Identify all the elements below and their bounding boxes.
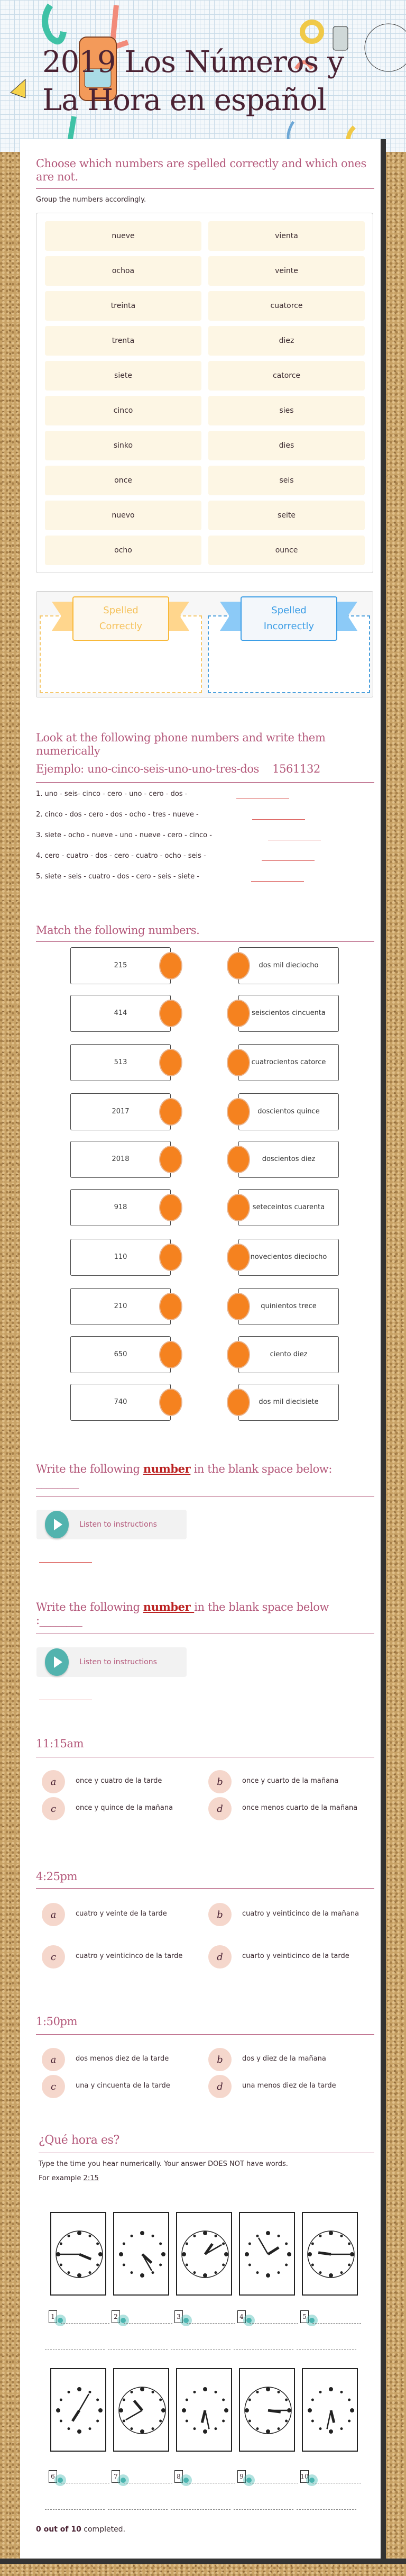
word-card[interactable]: seis	[208, 466, 365, 495]
clock-number-label: 5	[300, 2310, 309, 2323]
word-card[interactable]: sies	[208, 396, 365, 425]
match-connector-right[interactable]	[227, 952, 250, 979]
answer-line	[171, 2509, 230, 2510]
phone-answer-input[interactable]	[262, 860, 315, 861]
clock-number-label: 1	[49, 2310, 57, 2323]
match-connector-right[interactable]	[227, 1244, 250, 1271]
clock-face-image	[302, 2212, 358, 2296]
play-icon	[45, 1648, 69, 1676]
phone-answer-input[interactable]	[252, 819, 305, 820]
match-right-item: seteceintos cuarenta	[238, 1189, 339, 1226]
answer-line	[297, 2509, 356, 2510]
phone-heading: Look at the following phone numbers and write them numerically	[36, 731, 326, 757]
word-card[interactable]: vienta	[208, 221, 365, 251]
clock-number-label: 10	[300, 2470, 309, 2483]
progress-suffix: completed.	[81, 2525, 126, 2534]
answer-option-c[interactable]	[42, 1803, 200, 1820]
match-connector-right[interactable]	[227, 1000, 250, 1027]
match-left-item: 215	[70, 947, 171, 984]
option-text: cuatro y veinte de la tarde	[76, 1910, 167, 1918]
match-left-item: 918	[70, 1189, 171, 1226]
word-card[interactable]: nuevo	[45, 501, 201, 530]
match-connector-left[interactable]	[159, 1244, 182, 1271]
match-connector-right[interactable]	[227, 1293, 250, 1320]
label-line: Spelled	[271, 605, 307, 616]
option-letter-badge: c	[42, 1797, 65, 1820]
time-question-heading: 1:50pm	[36, 2015, 78, 2028]
clock-face-image	[239, 2368, 295, 2452]
clocks-example	[39, 2174, 99, 2182]
option-text: cuatro y veinticinco de la mañana	[242, 1910, 359, 1918]
match-right-item: dos mil dieciocho	[238, 947, 339, 984]
match-connector-right[interactable]	[227, 1146, 250, 1173]
match-right-item: seiscientos cincuenta	[238, 995, 339, 1032]
match-right-item: dos mil diecisiete	[238, 1384, 339, 1421]
label-line: Spelled	[103, 605, 139, 616]
phone-item: 4. cero - cuatro - dos - cero - cuatro - ocho - seis -	[36, 852, 206, 860]
option-letter-badge: b	[208, 1903, 232, 1926]
divider	[36, 782, 374, 783]
word-card[interactable]: dies	[208, 431, 365, 460]
match-left-item: 414	[70, 995, 171, 1032]
heading-blank: :________	[36, 1614, 82, 1627]
header-banner	[0, 0, 406, 152]
heading-text: in the blank space below:	[190, 1463, 333, 1475]
group-heading: Choose which numbers are spelled correctly and which ones are not.	[36, 157, 366, 183]
clocks-heading: ¿Qué hora es?	[39, 2134, 119, 2147]
divider	[36, 2034, 374, 2035]
audio-hotspot[interactable]	[180, 2474, 192, 2486]
answer-line	[108, 2509, 168, 2510]
word-card[interactable]: seite	[208, 501, 365, 530]
audio-hotspot[interactable]	[117, 2315, 129, 2326]
clock-face-image	[113, 2212, 169, 2296]
option-letter-badge: c	[42, 2075, 65, 2098]
progress-status	[36, 2525, 125, 2534]
time-question-heading: 11:15am	[36, 1737, 84, 1750]
match-left-item: 513	[70, 1044, 171, 1081]
heading-text: in the blank space below	[194, 1601, 329, 1613]
answer-input[interactable]	[39, 1562, 92, 1563]
write-number-heading	[36, 1462, 374, 1489]
clock-face-image	[176, 2212, 232, 2296]
match-connector-right[interactable]	[227, 1098, 250, 1126]
audio-hotspot[interactable]	[243, 2474, 255, 2486]
answer-option-d[interactable]	[208, 1803, 367, 1820]
clock-icon	[51, 2369, 105, 2451]
word-card[interactable]: ounce	[208, 536, 365, 565]
answer-option-b[interactable]	[208, 1776, 367, 1793]
label-line: Incorrectly	[263, 621, 315, 632]
page-title: 2019 Los Números y La Hora en español	[42, 45, 344, 117]
clock-icon	[240, 2369, 294, 2451]
answer-line[interactable]	[312, 2323, 361, 2324]
clock-number-label: 2	[112, 2310, 120, 2323]
option-text: once y quince de la mañana	[76, 1804, 173, 1812]
word-card[interactable]: siete	[45, 361, 201, 391]
match-connector-right[interactable]	[227, 1341, 250, 1368]
clock-number-label: 7	[112, 2470, 120, 2483]
clock-face-image	[113, 2368, 169, 2452]
word-card[interactable]: trenta	[45, 326, 201, 356]
word-card[interactable]: treinta	[45, 291, 201, 321]
answer-line[interactable]	[250, 2323, 298, 2324]
word-card[interactable]: ochoa	[45, 256, 201, 286]
option-text: dos y diez de la mañana	[242, 2055, 326, 2063]
option-letter-badge: d	[208, 1797, 232, 1820]
match-right-item: cuatrocientos catorce	[238, 1044, 339, 1081]
clock-number-label: 8	[174, 2470, 183, 2483]
ribbon-tail-right	[336, 602, 357, 631]
match-right-item: quinientos trece	[238, 1288, 339, 1325]
phone-item: 5. siete - seis - cuatro - dos - cero - seis - siete -	[36, 873, 199, 881]
clock-icon	[177, 2369, 231, 2451]
match-right-item: ciento diez	[238, 1336, 339, 1373]
clock-number-label: 9	[237, 2470, 246, 2483]
match-right-item: novecientos dieciocho	[238, 1239, 339, 1276]
option-text: once y cuatro de la tarde	[76, 1777, 162, 1785]
clock-number-label: 6	[49, 2470, 57, 2483]
match-left-item: 110	[70, 1239, 171, 1276]
phone-item: 3. siete - ocho - nueve - uno - nueve - cero - cinco -	[36, 831, 212, 839]
clock-icon	[51, 2213, 105, 2294]
phone-item: 2. cinco - dos - cero - dos - ocho - tres - nueve -	[36, 811, 199, 819]
example-label: For example	[39, 2174, 84, 2182]
listen-label: Listen to instructions	[79, 1658, 157, 1666]
answer-option-d[interactable]	[208, 1952, 367, 1969]
match-connector-right[interactable]	[227, 1389, 250, 1416]
clock-face-image	[239, 2212, 295, 2296]
match-right-item: doscientos quince	[238, 1093, 339, 1130]
clock-icon	[303, 2369, 357, 2451]
group-instructions: Group the numbers accordingly.	[36, 196, 146, 204]
clock-icon	[240, 2213, 294, 2294]
clock-face-image	[50, 2212, 106, 2296]
divider	[36, 941, 374, 942]
match-connector-left[interactable]	[159, 1341, 182, 1368]
match-connector-right[interactable]	[227, 1049, 250, 1076]
clock-face-image	[176, 2368, 232, 2452]
word-card[interactable]: diez	[208, 326, 365, 356]
match-connector-left[interactable]	[159, 1049, 182, 1076]
audio-hotspot[interactable]	[117, 2474, 129, 2486]
option-text: cuatro y veinticinco de la tarde	[76, 1952, 183, 1960]
phone-example: Ejemplo: uno-cinco-seis-uno-uno-tres-dos 1561132	[36, 763, 320, 775]
clock-icon	[177, 2213, 231, 2294]
match-connector-left[interactable]	[159, 952, 182, 979]
option-letter-badge: a	[42, 2048, 65, 2071]
option-text: once menos cuarto de la mañana	[242, 1804, 358, 1812]
match-connector-left[interactable]	[159, 1293, 182, 1320]
clock-number-label: 4	[237, 2310, 246, 2323]
word-card[interactable]: cinco	[45, 396, 201, 425]
match-connector-left[interactable]	[159, 1146, 182, 1173]
word-card[interactable]: once	[45, 466, 201, 495]
listen-button[interactable]	[36, 1647, 187, 1677]
match-left-item: 2018	[70, 1141, 171, 1178]
heading-text: Write the following	[36, 1463, 143, 1475]
answer-line	[45, 2509, 105, 2510]
option-text: dos menos diez de la tarde	[76, 2055, 169, 2063]
answer-line	[234, 2509, 293, 2510]
clock-face-image	[50, 2368, 106, 2452]
match-right-item: doscientos diez	[238, 1141, 339, 1178]
listen-label: Listen to instructions	[79, 1520, 157, 1529]
write-number-heading	[36, 1600, 374, 1627]
match-left-item: 650	[70, 1336, 171, 1373]
audio-hotspot[interactable]	[306, 2474, 318, 2486]
word-card[interactable]: ocho	[45, 536, 201, 565]
time-question-heading: 4:25pm	[36, 1870, 78, 1883]
ribbon-tail-left	[220, 602, 241, 631]
answer-option-a[interactable]	[42, 1909, 200, 1926]
option-text: una y cincuenta de la tarde	[76, 2082, 170, 2090]
phone-answer-input[interactable]	[251, 881, 304, 882]
option-letter-badge: a	[42, 1770, 65, 1793]
heading-blank: ________	[36, 1476, 79, 1489]
word-card[interactable]: veinte	[208, 256, 365, 286]
audio-hotspot[interactable]	[54, 2474, 66, 2486]
option-text: once y cuarto de la mañana	[242, 1777, 339, 1785]
answer-option-b[interactable]	[208, 1909, 367, 1926]
audio-hotspot[interactable]	[54, 2315, 66, 2326]
audio-hotspot[interactable]	[306, 2315, 318, 2326]
word-card[interactable]: catorce	[208, 361, 365, 391]
label-line: Correctly	[99, 621, 143, 632]
clock-icon	[114, 2213, 168, 2294]
clock-number-label: 3	[174, 2310, 183, 2323]
option-letter-badge: c	[42, 1945, 65, 1969]
heading-emphasis: number	[143, 1600, 195, 1613]
match-connector-left[interactable]	[159, 1194, 182, 1221]
heading-text: Write the following	[36, 1601, 143, 1613]
play-icon	[45, 1511, 69, 1538]
card-bottom-border	[0, 2559, 406, 2564]
answer-option-d[interactable]	[208, 2081, 367, 2098]
match-left-item: 2017	[70, 1093, 171, 1130]
label-spelled-incorrectly	[241, 596, 337, 641]
label-spelled-correctly	[72, 596, 169, 641]
match-left-item: 740	[70, 1384, 171, 1421]
option-text: cuarto y veinticinco de la tarde	[242, 1952, 349, 1960]
clock-face-image	[302, 2368, 358, 2452]
answer-option-c[interactable]	[42, 1952, 200, 1969]
answer-line[interactable]	[61, 2323, 109, 2324]
divider	[36, 1888, 374, 1889]
match-left-item: 210	[70, 1288, 171, 1325]
clock-icon	[303, 2213, 357, 2294]
match-connector-right[interactable]	[227, 1194, 250, 1221]
match-connector-left[interactable]	[159, 1389, 182, 1416]
option-letter-badge: b	[208, 2048, 232, 2071]
match-connector-left[interactable]	[159, 1000, 182, 1027]
answer-option-a[interactable]	[42, 2054, 200, 2071]
answer-line[interactable]	[124, 2323, 172, 2324]
example-value: 2:15	[83, 2174, 99, 2182]
ribbon-tail-left	[52, 602, 73, 631]
answer-line[interactable]	[187, 2323, 235, 2324]
phone-item: 1. uno - seis- cinco - cero - uno - cero - dos -	[36, 790, 188, 798]
option-text: una menos diez de la tarde	[242, 2082, 336, 2090]
answer-option-a[interactable]	[42, 1776, 200, 1793]
heading-emphasis: number	[143, 1462, 191, 1475]
clock-icon	[114, 2369, 168, 2451]
clocks-instructions: Type the time you hear numerically. Your answer DOES NOT have words.	[39, 2160, 288, 2168]
progress-count: 0 out of 10	[36, 2525, 81, 2534]
match-connector-left[interactable]	[159, 1098, 182, 1126]
option-letter-badge: b	[208, 1770, 232, 1793]
answer-option-b[interactable]	[208, 2054, 367, 2071]
option-letter-badge: d	[208, 2075, 232, 2098]
audio-hotspot[interactable]	[243, 2315, 255, 2326]
word-card[interactable]: nueve	[45, 221, 201, 251]
audio-hotspot[interactable]	[180, 2315, 192, 2326]
listen-button[interactable]	[36, 1510, 187, 1539]
word-card[interactable]: cuatorce	[208, 291, 365, 321]
ribbon-tail-right	[168, 602, 189, 631]
divider	[36, 188, 374, 189]
answer-option-c[interactable]	[42, 2081, 200, 2098]
option-letter-badge: d	[208, 1945, 232, 1969]
match-heading: Match the following numbers.	[36, 924, 200, 937]
word-card[interactable]: sinko	[45, 431, 201, 460]
option-letter-badge: a	[42, 1903, 65, 1926]
